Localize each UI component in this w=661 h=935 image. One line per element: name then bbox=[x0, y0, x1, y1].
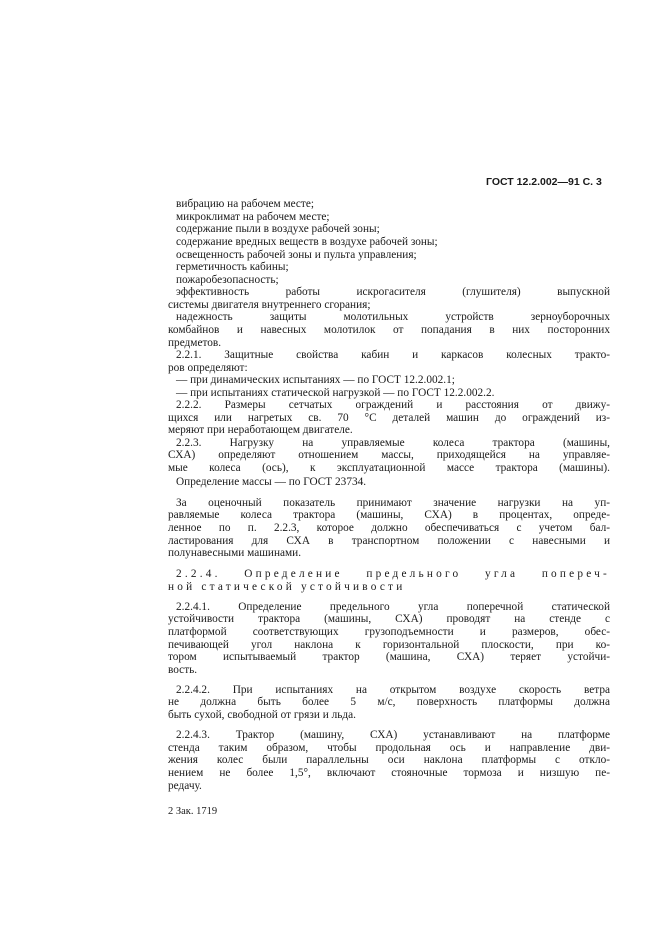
text-line: 2.2.4.2. При испытаниях на открытом воздухе скорость ветра bbox=[176, 684, 610, 696]
text-line: герметичность кабины; bbox=[176, 261, 289, 273]
text-line: полунавесными машинами. bbox=[168, 547, 302, 559]
section-heading-line: 2.2.4. Определение предельного угла попереч- bbox=[176, 568, 610, 580]
text-line: вибрацию на рабочем месте; bbox=[176, 198, 315, 210]
text-line: предметов. bbox=[168, 337, 222, 349]
text-line: 2.2.4.3. Трактор (машину, СХА) устанавливают на платформе bbox=[176, 729, 610, 741]
text-line: платформой соответствующих грузоподъемности и размеров, обес- bbox=[168, 626, 610, 638]
text-line: 2.2.1. Защитные свойства кабин и каркасов колесных тракто- bbox=[176, 349, 610, 361]
text-line: СХА) определяют отношением массы, приходящейся на управляе- bbox=[168, 449, 610, 461]
text-line: Определение массы — по ГОСТ 23734. bbox=[176, 476, 367, 488]
text-line: не должна быть более 5 м/с, поверхность платформы должна bbox=[168, 696, 610, 708]
text-line: содержание вредных веществ в воздухе рабочей зоны; bbox=[176, 236, 438, 248]
text-line: быть сухой, свободной от грязи и льда. bbox=[168, 709, 356, 721]
text-line: — при динамических испытаниях — по ГОСТ 12.2.002.1; bbox=[176, 374, 455, 386]
page-header: ГОСТ 12.2.002—91 С. 3 bbox=[486, 176, 602, 188]
text-line: устойчивости трактора (машины, СХА) проводят на стенде с bbox=[168, 613, 610, 625]
text-line: равляемые колеса трактора (машины, СХА) в процентах, опреде- bbox=[168, 509, 610, 521]
text-line: ластирования для СХА в транспортном положении с навесными и bbox=[168, 535, 610, 547]
text-line: надежность защиты молотильных устройств зерноуборочных bbox=[176, 311, 610, 323]
text-line: — при испытаниях статической нагрузкой — по ГОСТ 12.2.002.2. bbox=[176, 387, 495, 399]
section-heading-line: ной статической устойчивости bbox=[168, 581, 406, 593]
text-line: печивающей угол наклона к горизонтальной плоскости, при ко- bbox=[168, 639, 610, 651]
text-line: комбайнов и навесных молотилок от попадания в них посторонних bbox=[168, 324, 610, 336]
text-line: системы двигателя внутреннего сгорания; bbox=[168, 299, 371, 311]
text-line: меряют при неработающем двигателе. bbox=[168, 424, 353, 436]
text-line: эффективность работы искрогасителя (глушителя) выпускной bbox=[176, 286, 610, 298]
text-line: нением не более 1,5°, включают стояночные тормоза и низшую пе- bbox=[168, 767, 610, 779]
text-line: микроклимат на рабочем месте; bbox=[176, 211, 330, 223]
text-line: 2.2.4.1. Определение предельного угла поперечной статической bbox=[176, 601, 610, 613]
page-footer: 2 Зак. 1719 bbox=[168, 806, 218, 817]
text-line: тором испытываемый трактор (машина, СХА) теряет устойчи- bbox=[168, 651, 610, 663]
text-line: освещенность рабочей зоны и пульта управления; bbox=[176, 249, 417, 261]
text-line: 2.2.3. Нагрузку на управляемые колеса трактора (машины, bbox=[176, 437, 610, 449]
text-line: ленное по п. 2.2.3, которое должно обеспечиваться с учетом бал- bbox=[168, 522, 610, 534]
text-line: пожаробезопасность; bbox=[176, 274, 279, 286]
text-line: мые колеса (ось), к эксплуатационной массе трактора (машины). bbox=[168, 462, 610, 474]
text-line: щихся или нагретых св. 70 °С деталей машин до ограждений из- bbox=[168, 412, 610, 424]
text-line: жения колес были параллельны оси наклона платформы с откло- bbox=[168, 754, 610, 766]
text-line: редачу. bbox=[168, 780, 202, 792]
text-line: За оценочный показатель принимают значение нагрузки на уп- bbox=[176, 497, 610, 509]
text-line: содержание пыли в воздухе рабочей зоны; bbox=[176, 223, 380, 235]
text-line: стенда таким образом, чтобы продольная ось и направление дви- bbox=[168, 742, 610, 754]
text-line: вость. bbox=[168, 664, 198, 676]
text-line: 2.2.2. Размеры сетчатых ограждений и расстояния от движу- bbox=[176, 399, 610, 411]
text-line: ров определяют: bbox=[168, 362, 248, 374]
